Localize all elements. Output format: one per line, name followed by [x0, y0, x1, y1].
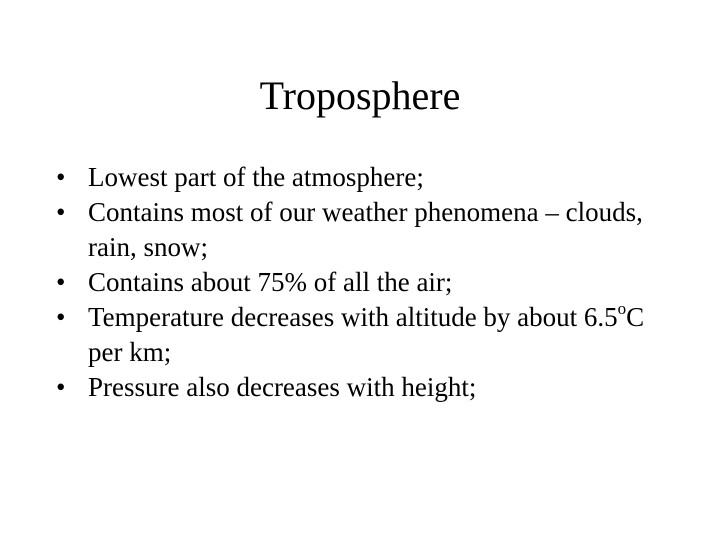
slide-title: Troposphere: [259, 73, 461, 118]
list-item: [56, 195, 676, 265]
list-item: [56, 160, 676, 195]
bullet-icon: •: [56, 162, 66, 192]
bullet-text-after: C per km;: [88, 302, 645, 367]
degree-superscript: o: [617, 299, 627, 318]
bullet-text: Contains about 75% of all the air;: [88, 267, 453, 297]
bullet-list: [56, 160, 676, 405]
list-item: [56, 370, 676, 405]
list-item: [56, 300, 676, 370]
bullet-text: Pressure also decreases with height;: [88, 372, 477, 402]
list-item: [56, 265, 676, 300]
bullet-icon: •: [56, 267, 66, 297]
bullet-text: Contains most of our weather phenomena – clouds, rain, snow;: [88, 197, 643, 262]
bullet-icon: •: [56, 302, 66, 332]
bullet-icon: •: [56, 197, 66, 227]
bullet-icon: •: [56, 372, 66, 402]
bullet-text-before: Temperature decreases with altitude by about 6.5: [88, 302, 618, 332]
bullet-text: [88, 299, 645, 367]
bullet-text: Lowest part of the atmosphere;: [88, 162, 424, 192]
